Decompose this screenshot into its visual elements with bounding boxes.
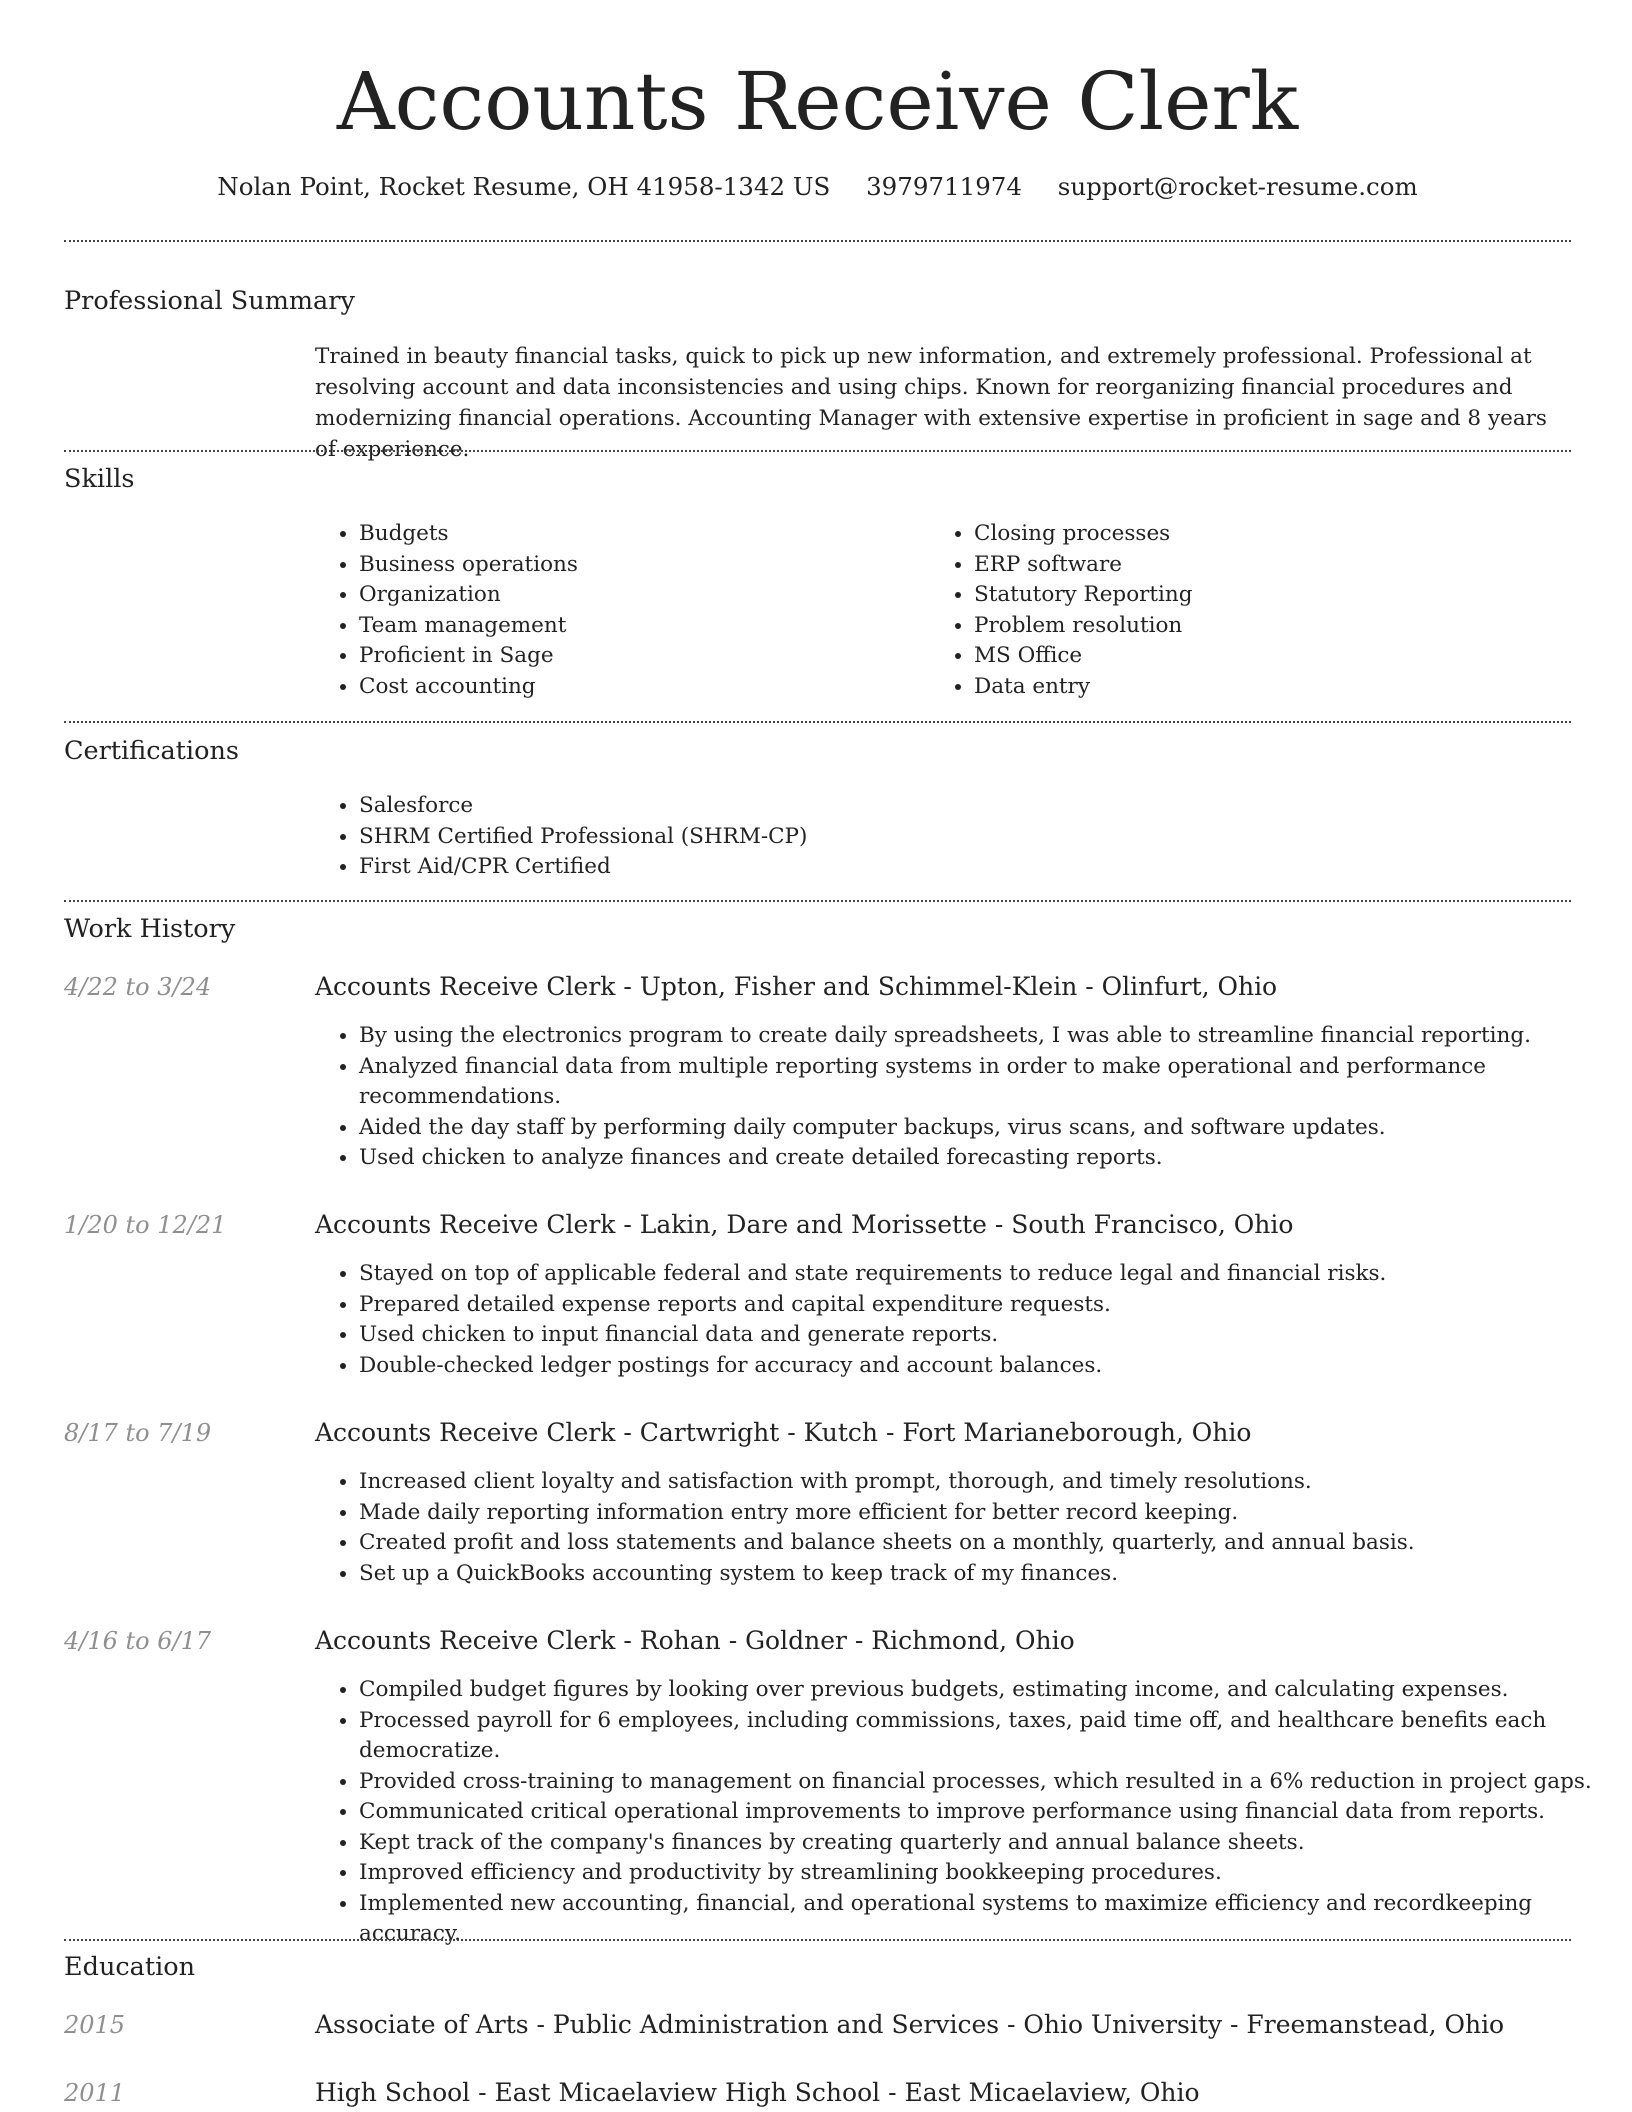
section-divider	[64, 240, 1571, 242]
section-divider	[64, 1939, 1571, 1941]
job-bullet: • Stayed on top of applicable federal and state requirements to reduce legal and financial risks.	[359, 1259, 1615, 1290]
work-history-heading: Work History	[64, 914, 236, 944]
skill-item: • Statutory Reporting	[974, 580, 1574, 611]
education-year: 2011	[64, 2079, 126, 2107]
job-bullets	[315, 1675, 1615, 1950]
skill-item: • Cost accounting	[359, 672, 929, 703]
job-bullet: • Analyzed financial data from multiple reporting systems in order to make operational and performance recommendations.	[359, 1052, 1615, 1113]
skill-item: • Data entry	[974, 672, 1574, 703]
job-bullet: • Processed payroll for 6 employees, including commissions, taxes, paid time off, and healthcare benefits each democratize.	[359, 1706, 1615, 1767]
job-dates: 4/22 to 3/24	[64, 973, 212, 1001]
contact-line	[64, 170, 1571, 204]
job-dates: 1/20 to 12/21	[64, 1211, 227, 1239]
job-title: Accounts Receive Clerk - Lakin, Dare and Morissette - South Francisco, Ohio	[315, 1210, 1294, 1239]
candidate-name: Accounts Receive Clerk	[336, 55, 1299, 148]
job-bullet: • Compiled budget figures by looking over previous budgets, estimating income, and calculating expenses.	[359, 1675, 1615, 1706]
job-bullet: • Aided the day staff by performing daily computer backups, virus scans, and software updates.	[359, 1113, 1615, 1144]
job-title: Accounts Receive Clerk - Upton, Fisher and Schimmel-Klein - Olinfurt, Ohio	[315, 972, 1278, 1001]
job-bullet: • Double-checked ledger postings for accuracy and account balances.	[359, 1351, 1615, 1382]
job-bullet: • Made daily reporting information entry more efficient for better record keeping.	[359, 1498, 1615, 1529]
skill-item: • ERP software	[974, 550, 1574, 581]
skill-item: • Closing processes	[974, 519, 1574, 550]
job-bullet: • Kept track of the company's finances by creating quarterly and annual balance sheets.	[359, 1828, 1615, 1859]
job-bullets	[315, 1467, 1615, 1589]
skill-item: • Problem resolution	[974, 611, 1574, 642]
job-title: Accounts Receive Clerk - Cartwright - Kutch - Fort Marianeborough, Ohio	[315, 1418, 1252, 1447]
certification-item: • First Aid/CPR Certified	[359, 852, 1559, 883]
section-divider	[64, 450, 1571, 452]
job-bullet: • Used chicken to analyze finances and create detailed forecasting reports.	[359, 1143, 1615, 1174]
section-divider	[64, 721, 1571, 723]
summary-text: Trained in beauty financial tasks, quick to pick up new information, and extremely professional. Professional at resolving account and data inconsistencies and using chips. Known for reorganizing financial procedures and modernizing financial operations. Accounting Manager with extensive expertise in proficient in sage and 8 years of experience.	[315, 344, 1547, 462]
skills-list-right	[930, 519, 1574, 702]
section-divider	[64, 900, 1571, 902]
job-bullet: • Set up a QuickBooks accounting system to keep track of my finances.	[359, 1559, 1615, 1590]
job-bullet: • Used chicken to input financial data and generate reports.	[359, 1320, 1615, 1351]
education-entry: High School - East Micaelaview High School - East Micaelaview, Ohio	[315, 2078, 1200, 2107]
certifications-heading: Certifications	[64, 736, 239, 766]
job-bullet: • Prepared detailed expense reports and capital expenditure requests.	[359, 1290, 1615, 1321]
contact-address: Nolan Point, Rocket Resume, OH 41958-1342 US	[217, 172, 831, 201]
education-heading: Education	[64, 1952, 196, 1982]
skill-item: • Budgets	[359, 519, 929, 550]
job-bullet: • Increased client loyalty and satisfaction with prompt, thorough, and timely resolutions.	[359, 1467, 1615, 1498]
education-entry: Associate of Arts - Public Administration and Services - Ohio University - Freemanstead, Ohio	[315, 2010, 1505, 2039]
job-bullet: • Provided cross-training to management on financial processes, which resulted in a 6% reduction in project gaps.	[359, 1767, 1615, 1798]
job-bullets	[315, 1021, 1615, 1174]
contact-phone: 3979711974	[866, 172, 1022, 201]
certifications-list	[315, 791, 1559, 883]
job-title: Accounts Receive Clerk - Rohan - Goldner - Richmond, Ohio	[315, 1626, 1075, 1655]
skill-item: • Business operations	[359, 550, 929, 581]
skills-list-left	[315, 519, 929, 702]
skill-item: • Proficient in Sage	[359, 641, 929, 672]
job-bullet: • Created profit and loss statements and balance sheets on a monthly, quarterly, and annual basis.	[359, 1528, 1615, 1559]
contact-email: support@rocket-resume.com	[1057, 172, 1418, 201]
job-bullet: • Improved efficiency and productivity by streamlining bookkeeping procedures.	[359, 1858, 1615, 1889]
resume-page	[64, 0, 1592, 2112]
education-year: 2015	[64, 2011, 126, 2039]
skill-item: • Organization	[359, 580, 929, 611]
skills-heading: Skills	[64, 464, 135, 494]
job-bullet: • Implemented new accounting, financial, and operational systems to maximize efficiency and recordkeeping accuracy.	[359, 1889, 1615, 1950]
job-bullet: • By using the electronics program to create daily spreadsheets, I was able to streamline financial reporting.	[359, 1021, 1615, 1052]
job-bullets	[315, 1259, 1615, 1381]
skill-item: • Team management	[359, 611, 929, 642]
certification-item: • SHRM Certified Professional (SHRM-CP)	[359, 822, 1559, 853]
skill-item: • MS Office	[974, 641, 1574, 672]
job-dates: 8/17 to 7/19	[64, 1419, 212, 1447]
job-bullet: • Communicated critical operational improvements to improve performance using financial data from reports.	[359, 1797, 1615, 1828]
job-dates: 4/16 to 6/17	[64, 1627, 212, 1655]
summary-heading: Professional Summary	[64, 286, 355, 316]
certification-item: • Salesforce	[359, 791, 1559, 822]
